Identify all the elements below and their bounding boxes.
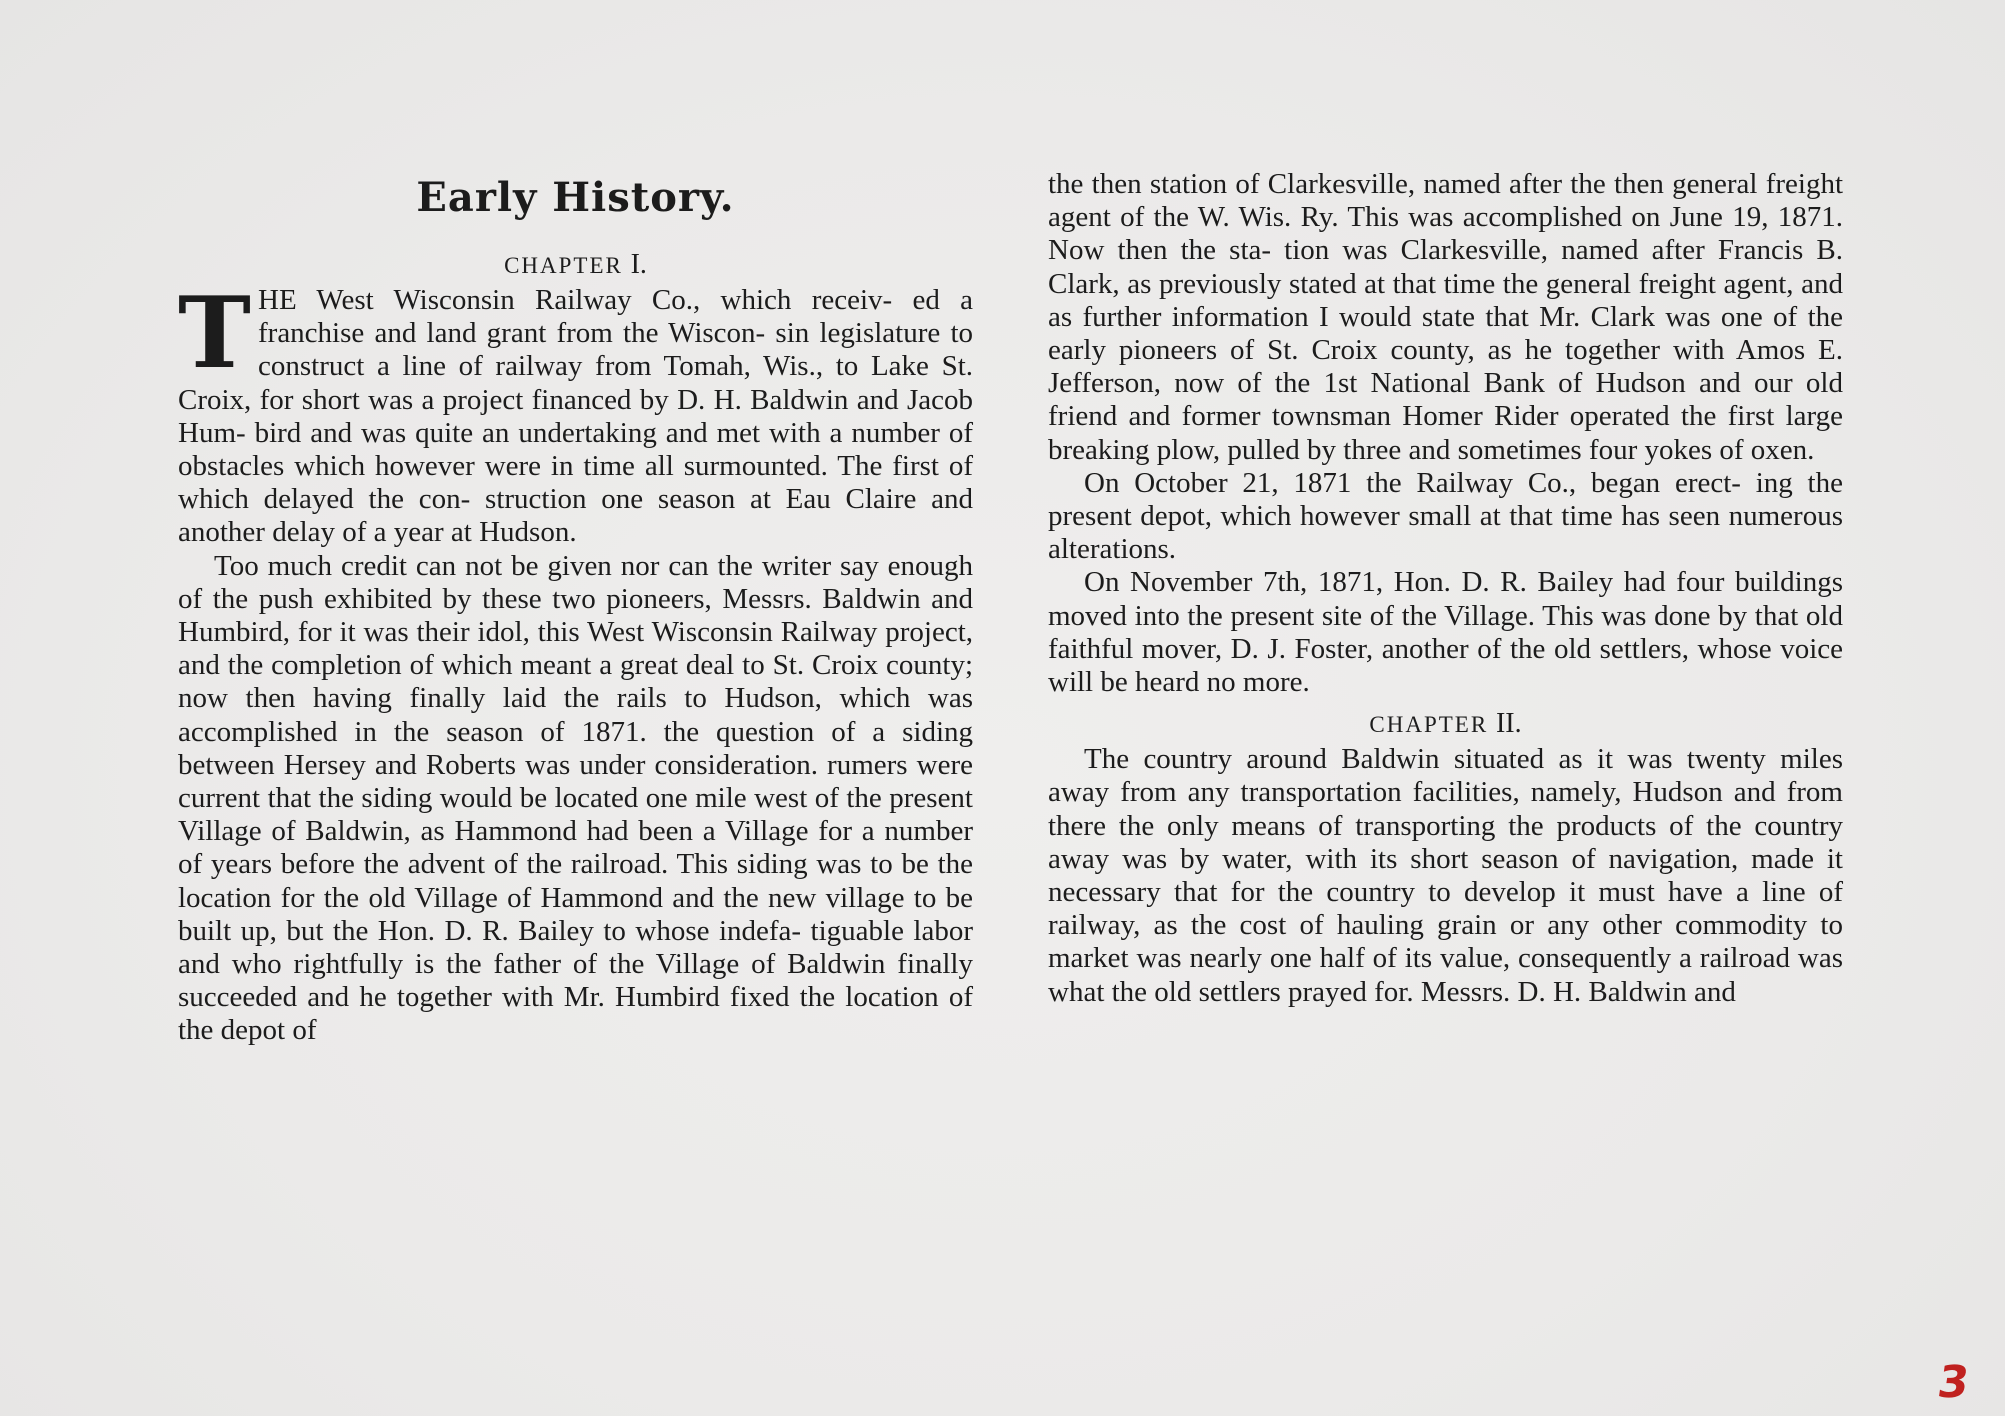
paragraph-3: the then station of Clarkesville, named after the then general freight agent of the W. Wis. Ry. This was accomplished on June 19, 1871. Now then the sta- tion was Clarkesville, named after Francis B. Clark, as previously stated at that time the general freight agent, and as further information I would state that Mr. Clark was one of the early pioneers of St. Croix county, as he together with Amos E. Jefferson, now of the 1st National Bank of Hudson and our old friend and former townsman Homer Rider operated the first large breaking plow, pulled by three and sometimes four yokes of oxen. bbox=[1048, 168, 1843, 466]
page-title: Early History. bbox=[416, 174, 735, 221]
chapter-one-heading bbox=[178, 250, 973, 281]
paragraph-6: The country around Baldwin situated as it was twenty miles away from any transportation facilities, namely, Hudson and from there the only means of transporting the products of the country away was by water, with its short season of navigation, made it necessary that for the country to develop it must have a line of railway, as the cost of hauling grain or any other commodity to market was nearly one half of its value, consequently a railroad was what the old settlers prayed for. Messrs. D. H. Baldwin and bbox=[1048, 743, 1843, 1008]
paragraph-1 bbox=[178, 276, 973, 550]
chapter-two-heading bbox=[1048, 709, 1843, 740]
paragraph-5: On November 7th, 1871, Hon. D. R. Bailey had four buildings moved into the present site of the Village. This was done by that old faithful mover, D. J. Foster, another of the old settlers, whose voice will be heard no more. bbox=[1048, 566, 1843, 699]
right-column bbox=[1048, 168, 1843, 1009]
paragraph-2: Too much credit can not be given nor can the writer say enough of the push exhibited by these two pioneers, Messrs. Baldwin and Humbird, for it was their idol, this West Wisconsin Railway project, and the completion of which meant a great deal to St. Croix county; now then having finally laid the rails to Hudson, which was accomplished in the season of 1871. the question of a siding between Hersey and Roberts was under consideration. rumers were current that the siding would be located one mile west of the present Village of Baldwin, as Hammond had been a Village for a number of years before the advent of the railroad. This siding was to be the location for the old Village of Hammond and the new village to be built up, but the Hon. D. R. Bailey to whose indefa- tiguable labor and who rightfully is the father of the Village of Baldwin finally succeeded and he together with Mr. Humbird fixed the location of the depot of bbox=[178, 549, 973, 1047]
paragraph-1-text: HE West Wisconsin Railway Co., which receiv- ed a franchise and land grant from the Wiscon- sin legislature to construct a line of railway from Tomah, Wis., to Lake St. Croix, for short was a project financed by D. H. Baldwin and Jacob Hum- bird and was quite an undertaking and met with a number of obstacles which however were in time all surmounted. The first of which delayed the con- struction one season at Eau Claire and another delay of a year at Hudson. bbox=[178, 284, 973, 549]
chapter-two-label: CHAPTER bbox=[1369, 712, 1489, 738]
paragraph-4: On October 21, 1871 the Railway Co., began erect- ing the present depot, which however small at that time has seen numerous alterations. bbox=[1048, 466, 1843, 566]
drop-cap-letter: T bbox=[178, 276, 251, 391]
chapter-two-numeral: II. bbox=[1495, 708, 1522, 740]
page-number: 3 bbox=[1934, 1357, 1973, 1408]
chapter-one-label: CHAPTER bbox=[504, 253, 623, 278]
left-column bbox=[178, 168, 973, 1048]
chapter-one-numeral: I. bbox=[630, 249, 647, 280]
